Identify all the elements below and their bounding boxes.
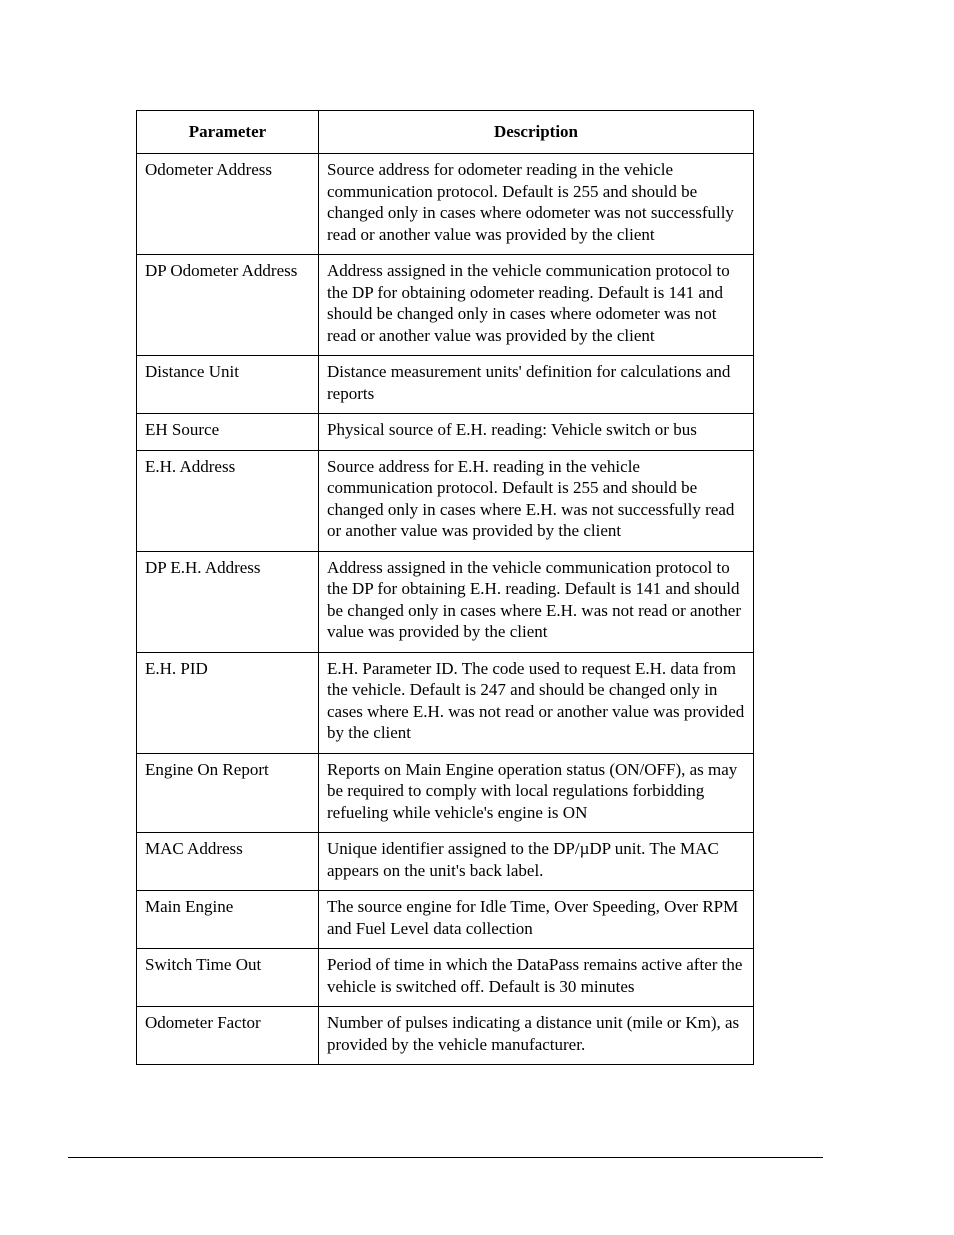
parameter-name: DP Odometer Address	[137, 255, 319, 356]
table-row	[137, 255, 754, 356]
parameter-name: EH Source	[137, 414, 319, 451]
parameter-description: Source address for odometer reading in the vehicle communication protocol. Default is 255 and should be changed only in cases where odometer was not successfully read or another value was provided by the client	[319, 154, 754, 255]
table-row	[137, 1007, 754, 1065]
parameter-name: Switch Time Out	[137, 949, 319, 1007]
parameter-description: Address assigned in the vehicle communication protocol to the DP for obtaining odometer reading. Default is 141 and should be changed only in cases where odometer was not read or another value was provided by the client	[319, 255, 754, 356]
parameter-name: DP E.H. Address	[137, 551, 319, 652]
parameter-description: Address assigned in the vehicle communication protocol to the DP for obtaining E.H. reading. Default is 141 and should be changed only in cases where E.H. was not read or another value was provided by the client	[319, 551, 754, 652]
table-header-row	[137, 111, 754, 154]
parameter-name: Odometer Address	[137, 154, 319, 255]
column-header-description: Description	[319, 111, 754, 154]
parameter-name: Distance Unit	[137, 356, 319, 414]
table-row	[137, 450, 754, 551]
column-header-parameter: Parameter	[137, 111, 319, 154]
parameter-name: Odometer Factor	[137, 1007, 319, 1065]
parameter-name: E.H. PID	[137, 652, 319, 753]
parameter-name: Engine On Report	[137, 753, 319, 833]
parameter-description: Source address for E.H. reading in the vehicle communication protocol. Default is 255 and should be changed only in cases where E.H. was not successfully read or another value was provided by the client	[319, 450, 754, 551]
parameter-description: Unique identifier assigned to the DP/µDP unit. The MAC appears on the unit's back label.	[319, 833, 754, 891]
parameter-table	[136, 110, 754, 1065]
table-row	[137, 891, 754, 949]
table-row	[137, 949, 754, 1007]
parameter-description: Physical source of E.H. reading: Vehicle switch or bus	[319, 414, 754, 451]
table-row	[137, 414, 754, 451]
table-row	[137, 154, 754, 255]
parameter-description: Period of time in which the DataPass remains active after the vehicle is switched off. Default is 30 minutes	[319, 949, 754, 1007]
parameter-name: E.H. Address	[137, 450, 319, 551]
parameter-description: The source engine for Idle Time, Over Speeding, Over RPM and Fuel Level data collection	[319, 891, 754, 949]
parameter-name: Main Engine	[137, 891, 319, 949]
parameter-description: Number of pulses indicating a distance unit (mile or Km), as provided by the vehicle manufacturer.	[319, 1007, 754, 1065]
parameter-name: MAC Address	[137, 833, 319, 891]
table-row	[137, 753, 754, 833]
table-row	[137, 356, 754, 414]
table-row	[137, 652, 754, 753]
footer-divider	[68, 1157, 823, 1158]
table-row	[137, 551, 754, 652]
parameter-description: E.H. Parameter ID. The code used to request E.H. data from the vehicle. Default is 247 and should be changed only in cases where E.H. was not read or another value was provided by the client	[319, 652, 754, 753]
parameter-description: Distance measurement units' definition for calculations and reports	[319, 356, 754, 414]
table-row	[137, 833, 754, 891]
parameter-description: Reports on Main Engine operation status (ON/OFF), as may be required to comply with local regulations forbidding refueling while vehicle's engine is ON	[319, 753, 754, 833]
